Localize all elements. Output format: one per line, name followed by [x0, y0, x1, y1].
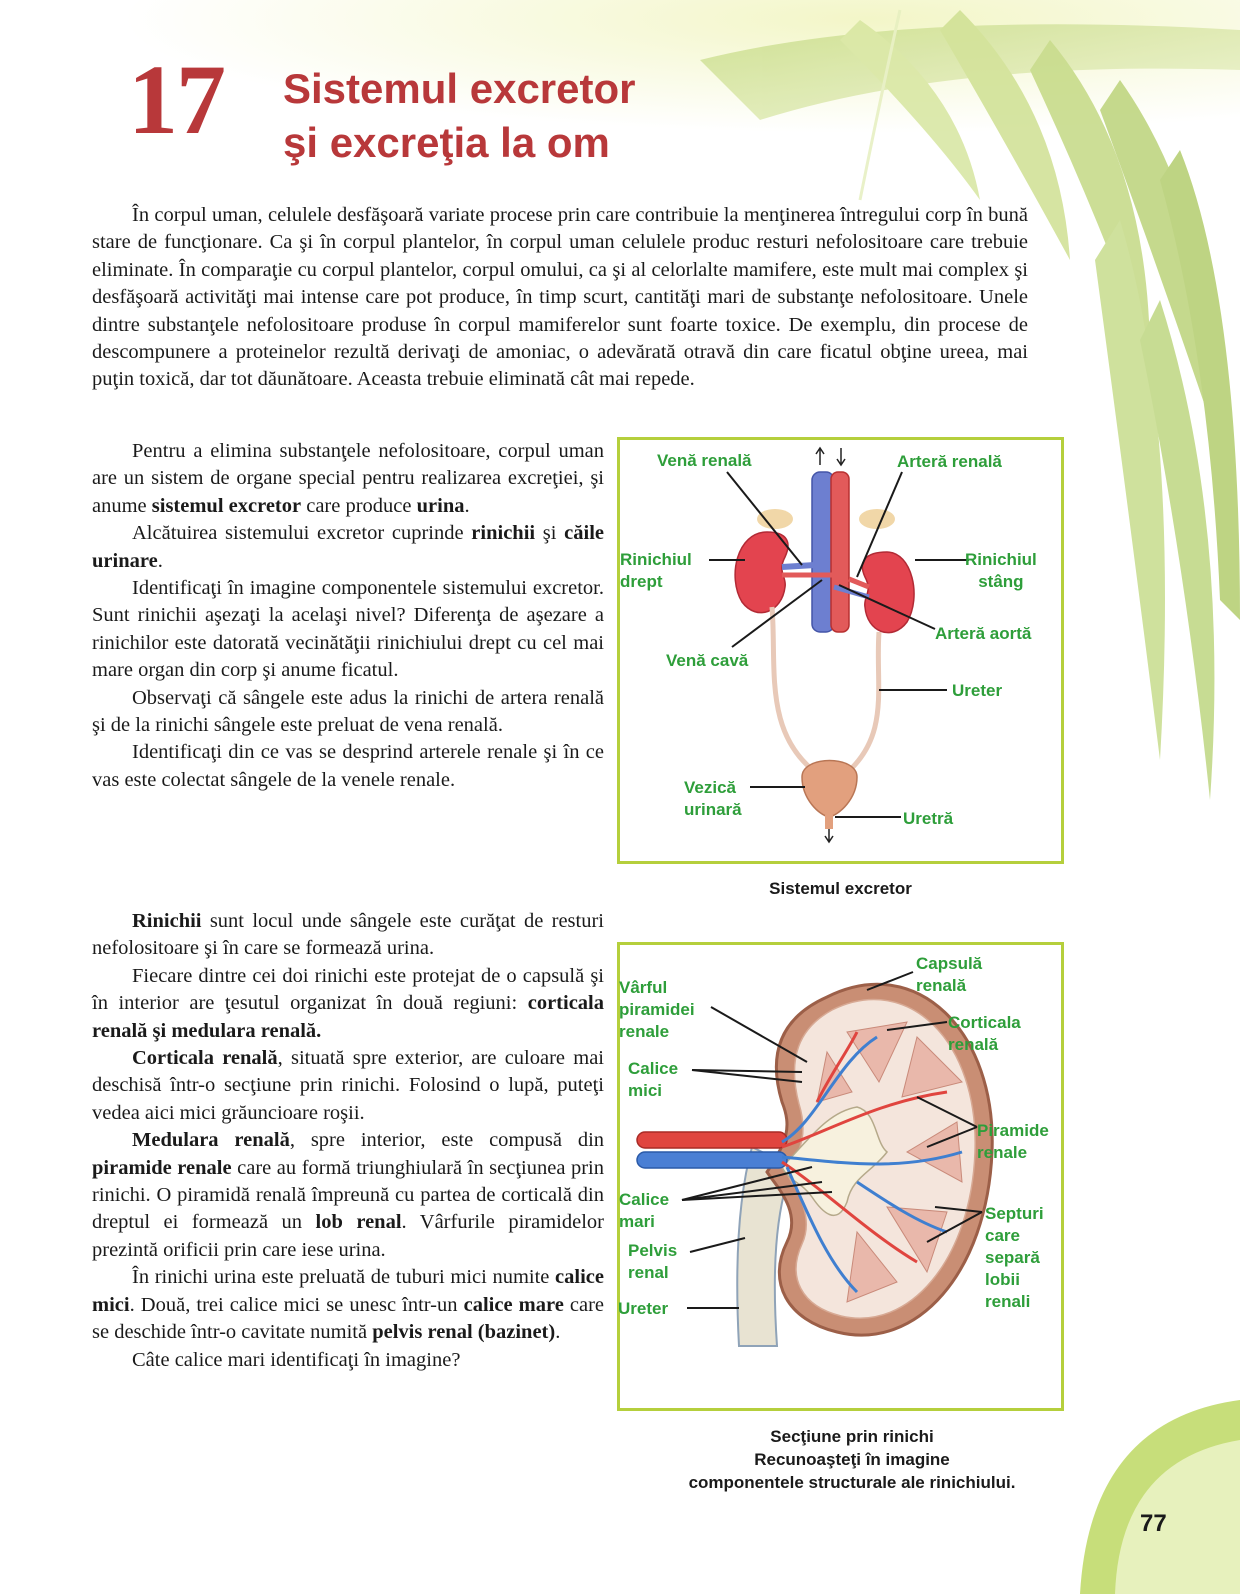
- text-run: Fiecare dintre cei doi rinichi este protejat de o capsulă şi în interior are ţesutul organizat în două regiuni:: [92, 964, 604, 1015]
- paragraph: [92, 520, 604, 575]
- bold-term: Corticala renală: [132, 1047, 278, 1070]
- ureter-left: [842, 632, 879, 777]
- caption-line: componentele structurale ale rinichiului.: [688, 1473, 1016, 1492]
- paragraph: [92, 1264, 604, 1346]
- bold-term: urina: [416, 494, 465, 517]
- text-run: , spre interior, este compusă din: [289, 1129, 605, 1152]
- label-line: Vârful: [619, 978, 668, 997]
- paragraph: [92, 438, 604, 520]
- bold-term: Medulara renală: [132, 1129, 290, 1152]
- text-run: .: [157, 549, 163, 572]
- label-line: separă: [985, 1248, 1040, 1267]
- label-line: renale: [977, 1143, 1028, 1162]
- text-run: şi: [535, 522, 565, 545]
- label-varful-piramidei: [619, 977, 695, 1043]
- paragraph: Câte calice mari identificaţi în imagine?: [132, 1348, 461, 1371]
- bold-term: căile urinare: [92, 522, 604, 572]
- label-line: Capsulă: [916, 954, 983, 973]
- renal-artery: [637, 1132, 787, 1148]
- arrow-down-icon: [825, 829, 833, 842]
- label-vena-renala: Venă renală: [657, 451, 752, 470]
- caption-line: Secţiune prin rinichi: [770, 1427, 934, 1446]
- label-line: Corticala: [948, 1013, 1021, 1032]
- bold-term: piramide renale: [92, 1156, 232, 1179]
- text-run: . Vârfurile piramidelor prezintă orificii prin care iese urina.: [92, 1211, 604, 1261]
- paragraph: [92, 1127, 604, 1264]
- bold-term: Rinichii: [132, 910, 202, 932]
- label-artera-renala: Arteră renală: [897, 452, 1002, 471]
- label-vezica-urinara: [684, 777, 742, 821]
- text-run: În rinichi urina este preluată de tuburi mici numite: [132, 1266, 556, 1289]
- label-line: Calice: [628, 1059, 679, 1078]
- adrenal-gland-right: [757, 509, 793, 529]
- text-run: .: [464, 494, 470, 517]
- caption-line: Recunoaşteţi în imagine: [754, 1450, 950, 1469]
- paragraph: Identificaţi în imagine componentele sistemului excretor. Sunt rinichii aşezaţi la acelaşi nivel? Diferenţa de aşezare a rinichilor este datorată vecinătăţii rinichiului drept cu cel mai mare organ din corp şi anume ficatul.: [92, 577, 604, 682]
- bold-term: sistemul excretor: [151, 494, 302, 517]
- label-line: renală: [916, 976, 967, 995]
- bold-term: pelvis renal (bazinet): [372, 1321, 556, 1344]
- label-calice-mici: [628, 1058, 678, 1102]
- right-kidney: [735, 532, 788, 613]
- aorta-vessel: [831, 472, 849, 632]
- label-pelvis-renal: [628, 1240, 677, 1284]
- paragraph: Observaţi că sângele este adus la rinichi de artera renală şi de la rinichi sângele este preluat de vena renală.: [92, 686, 604, 737]
- text-run: , situată spre exterior, are culoare mai deschisă într-o secţiune prin rinichi. Folosind o lupă, puteţi vedea aici mici grăuncioare roşii.: [92, 1047, 604, 1124]
- urethra: [825, 815, 833, 829]
- label-line: care: [985, 1226, 1020, 1245]
- text-run: . Două, trei calice mici se unesc într-un: [129, 1293, 464, 1316]
- label-calice-mari: [619, 1189, 669, 1233]
- label-ureter: Ureter: [952, 681, 1003, 700]
- label-line: renală: [948, 1035, 999, 1054]
- label-line: piramidei: [619, 1000, 695, 1019]
- label-line: Piramide: [977, 1121, 1049, 1140]
- text-run: care au formă triunghiulară în secţiunea prin rinichi. O piramidă renală împreună cu partea de corticală din dreptul ei formează un: [92, 1156, 604, 1234]
- label-vena-cava: Venă cavă: [666, 651, 749, 670]
- label-line: drept: [620, 572, 663, 591]
- label-line: Pelvis: [628, 1241, 678, 1260]
- label-line: stâng: [978, 572, 1024, 591]
- text-run: .: [555, 1321, 561, 1344]
- label-rinichi-drept: [620, 549, 692, 593]
- chapter-title-line1: Sistemul excretor: [283, 65, 636, 112]
- label-corticala-renala: [948, 1012, 1021, 1056]
- paragraph: [92, 963, 604, 1045]
- arrow-up-icon: [816, 448, 824, 465]
- label-septuri: [985, 1203, 1044, 1313]
- text-run: sunt locul unde sângele este curăţat de resturi nefolositoare şi în care se formează urina.: [92, 910, 604, 960]
- figure2-caption: [617, 1425, 1087, 1494]
- adrenal-gland-left: [859, 509, 895, 529]
- label-line: Rinichiul: [620, 550, 692, 569]
- paragraph: [92, 908, 604, 963]
- left-kidney: [862, 552, 914, 633]
- paragraph: [92, 1045, 604, 1127]
- label-rinichi-stang: [965, 549, 1037, 593]
- label-piramide-renale: [977, 1120, 1049, 1164]
- label-line: Calice: [619, 1190, 670, 1209]
- label-line: renale: [619, 1022, 670, 1041]
- label-artera-aorta: Arteră aortă: [935, 624, 1032, 643]
- arrow-down-icon: [837, 448, 845, 465]
- renal-vein-right: [782, 565, 815, 567]
- renal-vein: [637, 1152, 787, 1168]
- label-line: Septuri: [985, 1204, 1044, 1223]
- text-column-2: [92, 908, 604, 1374]
- text-run: care produce: [301, 494, 417, 517]
- bold-term: calice mici: [92, 1266, 604, 1316]
- label-line: lobii: [985, 1270, 1020, 1289]
- intro-text: În corpul uman, celulele desfăşoară variate procese prin care contribuie la menţinerea întregului corp în bună stare de funcţionare. Ca şi în corpul plantelor, în corpul uman celulele produc resturi nefolositoare care trebuie eliminate. În comparaţie cu corpul plantelor, corpul omului, ca şi al celorlalte mamifere, este mult mai complex şi desfăşoară activităţi mai intense care pot produce, în timp scurt, cantităţi mari de substanţe nefolositoare. Unele dintre substanţele nefolositoare produse în corpul mamiferelor sunt foarte toxice. De exemplu, din procese de descompunere a proteinelor rezultă derivaţi de amoniac, o adevărată otravă din care ficatul obţine ureea, mai puţin toxică, dar tot dăunătoare. Aceasta trebuie eliminată cât mai repede.: [92, 204, 1028, 391]
- chapter-number: 17: [128, 44, 224, 155]
- chapter-title-line2: şi excreţia la om: [283, 119, 610, 166]
- text-run: Alcătuirea sistemului excretor cuprinde: [132, 522, 472, 545]
- label-line: renal: [628, 1263, 669, 1282]
- label-line: mici: [628, 1081, 663, 1100]
- chapter-title: [283, 62, 636, 170]
- text-column-1: [92, 438, 604, 794]
- bold-term: lob renal: [315, 1211, 402, 1234]
- label-line: mari: [619, 1212, 655, 1231]
- bold-term: rinichii: [471, 522, 536, 545]
- ureter-right: [772, 607, 822, 777]
- label-uretra: Uretră: [903, 809, 954, 828]
- label-capsula-renala: [916, 953, 982, 997]
- label-line: Vezică: [684, 778, 736, 797]
- paragraph: Identificaţi din ce vas se desprind arterele renale şi în ce vas este colectat sângele de la venele renale.: [92, 741, 604, 791]
- page-number: 77: [1140, 1510, 1167, 1537]
- label-line: Rinichiul: [965, 550, 1037, 569]
- label-line: urinară: [684, 800, 742, 819]
- intro-paragraph: [92, 202, 1028, 394]
- bold-term: corticala renală şi medulara renală.: [92, 992, 604, 1042]
- text-run: care se deschide într-o cavitate numită: [92, 1293, 605, 1344]
- label-line: renali: [985, 1292, 1031, 1311]
- label-ureter-section: Ureter: [618, 1299, 669, 1318]
- text-run: Pentru a elimina substanţele nefolositoare, corpul uman are un sistem de organe special pentru realizarea excreţiei, şi anume: [92, 440, 604, 517]
- urinary-bladder: [802, 761, 857, 818]
- bold-term: calice mare: [463, 1293, 564, 1316]
- figure1-caption: Sistemul excretor: [769, 879, 912, 898]
